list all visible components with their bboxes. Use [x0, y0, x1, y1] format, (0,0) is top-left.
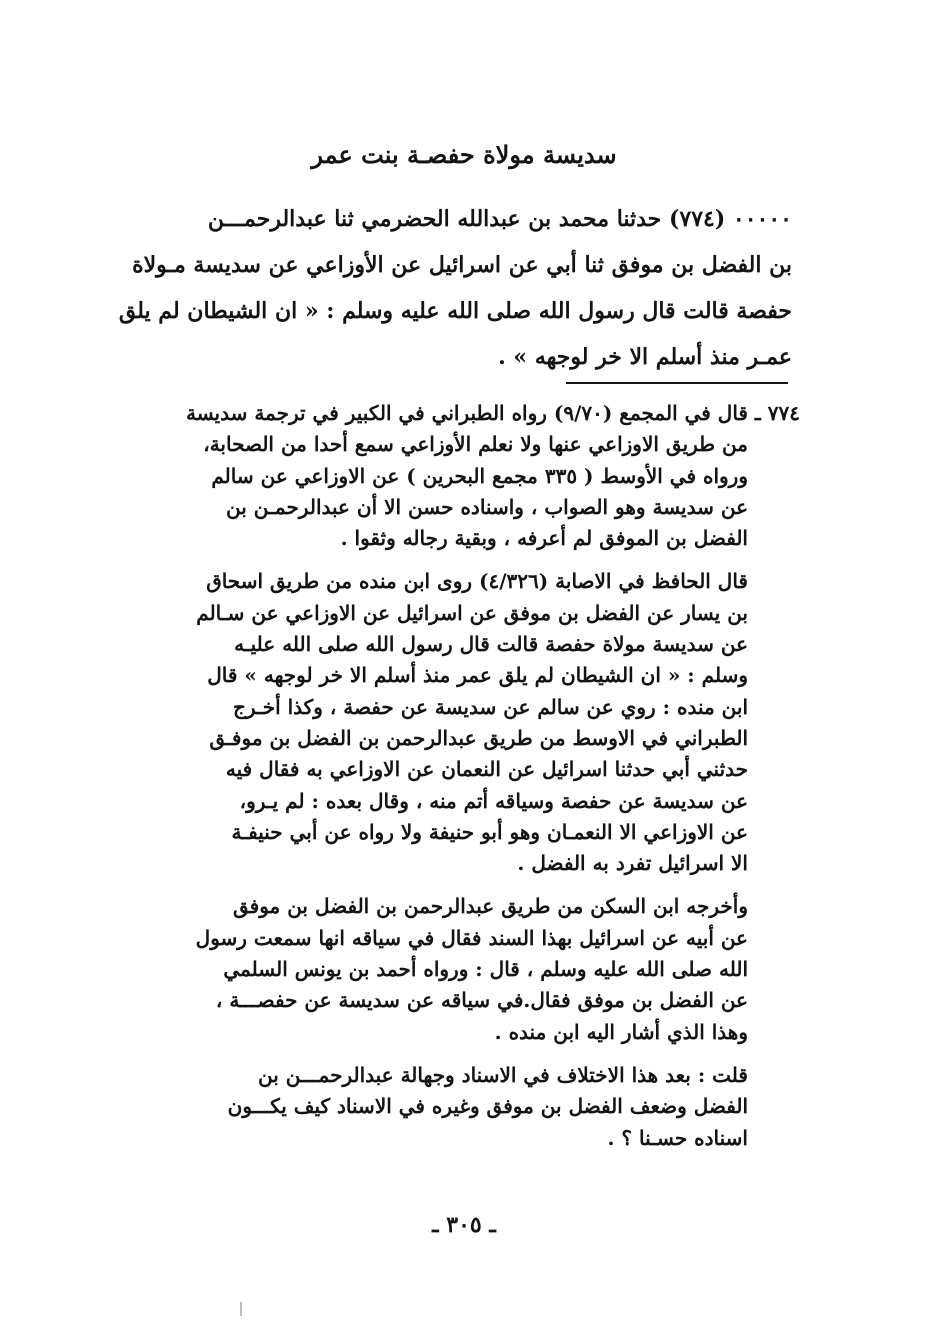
footnote-line: وأخرجه ابن السكن من طريق عبدالرحمن بن الفضل بن موفق — [232, 894, 748, 919]
hadith-line: ٠٠٠٠٠ (٧٧٤) حدثنا محمد بن عبدالله الحضرمي ثنا عبدالرحمـــن — [207, 206, 792, 232]
footnote-line: عن الاوزاعي الا النعمـان وهو أبو حنيفة ولا رواه عن أبي حنيفـة — [231, 819, 748, 844]
paragraph-gap — [100, 1048, 800, 1060]
footnote-line: ٧٧٤ ـ قال في المجمع (٩/٧٠) رواه الطبراني في الكبير في ترجمة سديسة — [185, 401, 800, 425]
footnote-line: ورواه في الأوسط ( ٣٣٥ مجمع البحرين ) عن الاوزاعي عن سالم — [211, 463, 748, 488]
footnote-line: عن الفضل بن موفق فقال.في سياقه عن سديسة عن حفصـــة ، — [215, 988, 748, 1013]
footnote-line: عن أبيه عن اسرائيل بهذا السند فقال في سياقه انها سمعت رسول — [195, 925, 748, 950]
footnote-line: من طريق الاوزاعي عنها ولا نعلم الأوزاعي سمع أحدا من الصحابة، — [203, 432, 748, 457]
paragraph-gap — [100, 879, 800, 891]
footnote-line: عن سديسة مولاة حفصة قالت قال رسول الله صلى الله عليـه — [234, 632, 748, 657]
footnote-line: الطبراني في الاوسط من طريق عبدالرحمن بن الفضل بن موفـق — [209, 725, 748, 750]
footnote-line: عن سديسة عن حفصة وسياقه أتم منه ، وقال بعده : لم يـرو، — [239, 788, 748, 813]
footnote-line: وسلم : « ان الشيطان لم يلق عمر منذ أسلم الا خر لوجهه » قال — [207, 663, 748, 688]
footnote-divider — [566, 382, 788, 384]
footnotes — [100, 398, 800, 1154]
footnote-line: حدثني أبي حدثنا اسرائيل عن النعمان عن الاوزاعي به فقال فيه — [225, 757, 748, 782]
page-title: سديسة مولاة حفصـة بنت عمر — [311, 140, 617, 169]
scan-speck — [240, 1302, 242, 1316]
footnote-line: عن سديسة وهو الصواب ، واسناده حسن الا أن عبدالرحمـن بن — [226, 494, 748, 519]
footnote-line: وهذا الذي أشار اليه ابن منده . — [494, 1019, 748, 1044]
hadith-line: عمـر منذ أسلم الا خر لوجهه » . — [498, 344, 792, 370]
footnote-line: بن يسار عن الفضل بن موفق عن اسرائيل عن الاوزاعي عن سـالم — [196, 600, 748, 625]
footnote-line: قلت : بعد هذا الاختلاف في الاسناد وجهالة عبدالرحمـــن بن — [257, 1062, 748, 1087]
footnote-line: الفضل وضعف الفضل بن موفق وغيره في الاسناد كيف يكـــون — [227, 1094, 748, 1119]
footnote-line: الفضل بن الموفق لم أعرفه ، وبقية رجاله وثقوا . — [340, 526, 748, 551]
footnote-line: ابن منده : روي عن سالم عن سديسة عن حفصة ، وكذا أخـرج — [232, 694, 748, 719]
hadith-line: حفصة قالت قال رسول الله صلى الله عليه وسلم : « ان الشيطان لم يلق — [118, 298, 792, 324]
hadith-line: بن الفضل بن موفق ثنا أبي عن اسرائيل عن الأوزاعي عن سديسة مـولاة — [132, 252, 792, 278]
footnote-line: الا اسرائيل تفرد به الفضل . — [517, 851, 748, 876]
footnote-line: اسناده حسـنا ؟ . — [607, 1125, 748, 1150]
footnote-line: قال الحافظ في الاصابة (٤/٣٢٦) روى ابن منده من طريق اسحاق — [206, 569, 748, 594]
paragraph-gap — [100, 554, 800, 566]
footnote-line: الله صلى الله عليه وسلم ، قال : ورواه أحمد بن يونس السلمي — [223, 957, 748, 982]
page-number: ـ ٣٠٥ ـ — [432, 1212, 496, 1238]
hadith-text — [92, 196, 792, 380]
